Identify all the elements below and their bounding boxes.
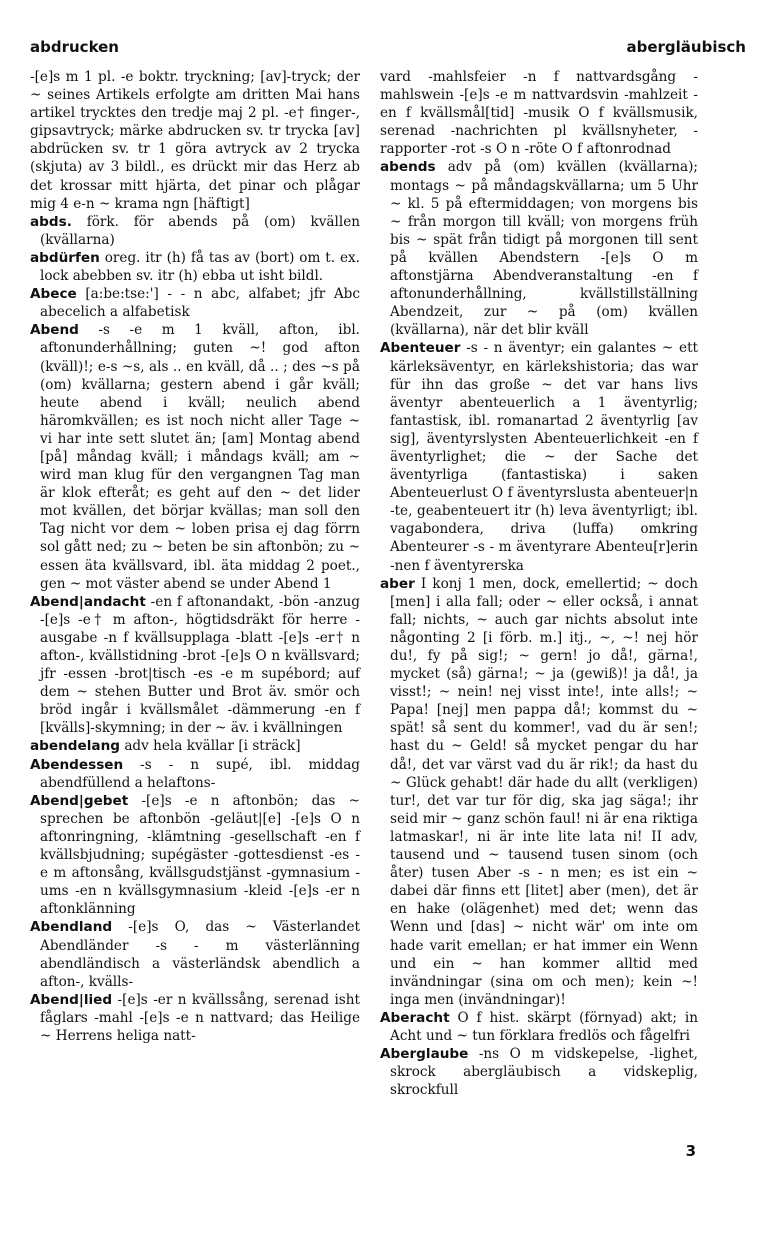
entry-headword: Abenteuer bbox=[380, 340, 461, 357]
entry-text: I konj 1 men, dock, emellertid; ~ doch [men] i alla fall; oder ~ eller också, i annat fall; nichts, ~ auch gar nichts absolut inte någonting 2 [i förb. m.] itj., ~, ~! nej hör du!, fy på sig!; ~ gern! jo då!, gärna!, mycket (så) gärna!; ~ ja (gewiß)! ja då!, ja visst!; ~ nein! nej visst inte!, inte alls!; ~ Papa! [nej] men pappa då!; kommst du ~ spät! så sent du kommer!, vad du är sen!; hast du ~ Geld! så mycket pengar du har då!, det var värst vad du är rik!; da hast du ~ Glück gehabt! där hade du allt (verkligen) tur!, det var tur för dig, ska jag säga!; ihr seid mir ~ ganz schön faul! ni är ena riktiga latmaskar!, ni är inte lite lata ni! II adv, tausend und ~ tausend tusen sinom (och åter) tusen Aber -s - n men; es ist ein ~ dabei där finns ett [litet] aber (men), det är en hake (olägenhet) med det; wenn das Wenn und [das] ~ nicht wär' om inte om hade varit emellan; er hat immer ein Wenn und ein ~ han kommer alltid med invändningar (sina om och men); kein ~! inga men (invändningar)! bbox=[390, 575, 698, 1008]
entry-text: -[e]s m 1 pl. -e boktr. tryckning; [av]-tryck; der ~ seines Artikels erfolgte am dritten Mai hans artikel trycktes den tredje maj 2 pl. -e† finger-, gipsavtryck; märke abdrucken sv. tr trycka [av] abdrücken sv. tr 1 göra avtryck av 2 trycka (skjuta) av 3 bildl., es drückt mir das Herz ab det krossar mitt hjärta, det pinar och plågar mig 4 e-n ~ krama ngn [häftigt] bbox=[30, 69, 360, 212]
left-column bbox=[30, 68, 360, 1045]
entry-headword: aber bbox=[380, 575, 415, 592]
entry-headword: abds. bbox=[30, 213, 72, 230]
entry-text: [a:be:tse:'] - - n abc, alfabet; jfr Abc abecelich a alfabetisk bbox=[40, 286, 360, 321]
running-head-left: abdrucken bbox=[30, 38, 119, 56]
dictionary-entry bbox=[380, 1045, 698, 1099]
entry-text: -s - n äventyr; ein galantes ~ ett kärleksäventyr, en kärlekshistoria; das war für ihn das große ~ det var hans livs äventyr abenteuerlich a 1 äventyrlig; fantastisk, ibl. romanartad 2 äventyrlig [av sig], äventyrslysten Abenteuerlichkeit -en f äventyrlighet; die ~ der Sache det äventyrliga (fantastiska) i saken Abenteuerlust O f äventyrslusta abenteuer|n -te, geabenteuert itr (h) leva äventyrligt; ibl. vagabondera, driva (luffa) omkring Abenteurer -s - m äventyrare Abenteu[r]erin -nen f äventyrerska bbox=[390, 340, 698, 574]
entry-headword: Abend|andacht bbox=[30, 593, 146, 610]
entry-headword: Abendland bbox=[30, 919, 113, 936]
dictionary-entry bbox=[30, 68, 360, 213]
entry-headword: Abend bbox=[30, 322, 79, 339]
entry-headword: Abend|lied bbox=[30, 991, 113, 1008]
entry-text: -[e]s -er n kvällssång, serenad isht fåglars -mahl -[e]s -e n nattvard; das Heilige ~ Herrens heliga natt- bbox=[40, 991, 360, 1044]
entry-text: -s -e m 1 kväll, afton, ibl. aftonunderhållning; guten ~! god afton (kväll)!; e-s ~s, als .. en kväll, då .. ; des ~s på (om) kvällarna; gestern abend i går kväll; heute abend i kväll; neulich abend häromkvällen; es ist noch nicht aller Tage ~ vi har inte sett slutet än; [am] Montag abend [på] måndag kväll; i måndags kväll; am ~ wird man klug für den vergangnen Tag man är klok efteråt; es geht auf den ~ det lider mot kvällen, det börjar kvällas; man soll den Tag nicht vor dem ~ loben prisa ej dag förrn sol gått ned; zu ~ beten be sin aftonbön; zu ~ essen äta kvällsvard, ibl. äta middag 2 poet., gen ~ mot väster abend se under Abend 1 bbox=[40, 322, 360, 592]
entry-text: vard -mahlsfeier -n f nattvardsgång -mahlswein -[e]s -e m nattvardsvin -mahlzeit -en f kvällsmål[tid] -musik O f kvällsmusik, serenad -nachrichten pl kvällsnyheter, -rapporter -rot -s O n -röte O f aftonrodnad bbox=[380, 69, 698, 158]
entry-text: -en f aftonandakt, -bön -anzug -[e]s -e† m afton-, högtidsdräkt för herre -ausgabe -n f kvällsupplaga -blatt -[e]s -er† n afton-, kvällstidning -brot -[e]s O n kvällsvard; jfr -essen -brot|tisch -es -e m supébord; auf dem ~ stehen Butter und Brot äv. smör och bröd ingår i kvällsmålet -dämmerung -en f [kvälls]-skymning; in der ~ äv. i kvällningen bbox=[40, 593, 360, 737]
dictionary-entry bbox=[380, 68, 698, 158]
dictionary-entry bbox=[380, 1009, 698, 1045]
right-column bbox=[380, 68, 698, 1099]
entry-headword: Abendessen bbox=[30, 756, 124, 773]
entry-text: -[e]s O, das ~ Västerlandet Abendländer -s - m västerlänning abendländisch a västerländsk abendlich a afton-, kvälls- bbox=[40, 919, 360, 990]
entry-text: adv hela kvällar [i sträck] bbox=[120, 738, 301, 755]
dictionary-entry bbox=[30, 213, 360, 249]
entry-headword: Abece bbox=[30, 286, 77, 303]
entry-headword: Aberglaube bbox=[380, 1046, 469, 1063]
dictionary-entry bbox=[30, 737, 360, 755]
dictionary-entry bbox=[30, 321, 360, 592]
dictionary-entry bbox=[30, 918, 360, 990]
dictionary-entry bbox=[30, 756, 360, 792]
dictionary-entry bbox=[30, 991, 360, 1045]
dictionary-entry bbox=[380, 575, 698, 1009]
entry-headword: Abend|gebet bbox=[30, 792, 129, 809]
entry-headword: Aberacht bbox=[380, 1009, 450, 1026]
dictionary-entry bbox=[30, 285, 360, 321]
dictionary-entry bbox=[30, 593, 360, 738]
entry-headword: abends bbox=[380, 159, 436, 176]
running-head-right: abergläubisch bbox=[626, 38, 746, 56]
dictionary-entry bbox=[30, 249, 360, 285]
entry-text: O f hist. skärpt (förnyad) akt; in Acht und ~ tun förklara fredlös och fågelfri bbox=[390, 1009, 698, 1044]
entry-text: förk. för abends på (om) kvällen (kvällarna) bbox=[40, 213, 360, 248]
entry-headword: abdürfen bbox=[30, 249, 100, 266]
entry-text: -ns O m vidskepelse, -lighet, skrock abergläubisch a vidskeplig, skrockfull bbox=[390, 1046, 698, 1099]
entry-text: -s - n supé, ibl. middag abendfüllend a helaftons- bbox=[40, 756, 360, 791]
dictionary-entry bbox=[30, 792, 360, 919]
dictionary-entry bbox=[380, 158, 698, 339]
entry-text: adv på (om) kvällen (kvällarna); montags ~ på måndagskvällarna; um 5 Uhr ~ kl. 5 på eftermiddagen; von morgens bis ~ från morgon till kväll; von morgens früh bis ~ spät från tidigt på morgonen till sent på kvällen Abendstern -[e]s O m aftonstjärna Abendveranstaltung -en f aftonunderhållning, kvällstillställning Abendzeit, zur ~ på (om) kvällen (kvällarna), när det blir kväll bbox=[390, 159, 698, 339]
dictionary-entry bbox=[380, 339, 698, 574]
entry-text: -[e]s -e n aftonbön; das ~ sprechen be aftonbön -geläut|[e] -[e]s O n aftonringning, -klämtning -gesellschaft -en f kvällsbjudning; supégäster -gottesdienst -es -e m aftonsång, kvällsgudstjänst -gymnasium -ums -en n kvällsgymnasium -kleid -[e]s -er n aftonklänning bbox=[40, 792, 360, 918]
entry-headword: abendelang bbox=[30, 738, 120, 755]
entry-text: oreg. itr (h) få tas av (bort) om t. ex. lock abebben sv. itr (h) ebba ut isht bildl. bbox=[40, 249, 360, 285]
page-number: 3 bbox=[685, 1142, 696, 1160]
